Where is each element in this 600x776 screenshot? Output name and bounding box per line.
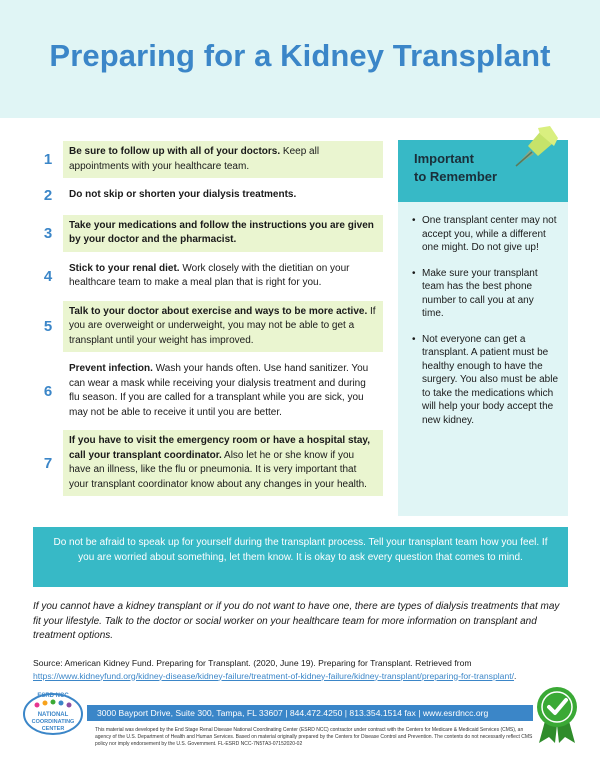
step-rest: Keep all appointments with your healthcare team. <box>69 146 320 172</box>
step-number: 4 <box>43 267 53 285</box>
step-item <box>33 141 383 178</box>
step-text <box>63 430 383 496</box>
sidebar-item: • One transplant center may not accept you, while a different one might. Do not give up! <box>412 214 558 255</box>
checkmark-seal-icon <box>533 685 581 745</box>
step-item <box>33 430 383 496</box>
step-text <box>63 215 383 252</box>
source-end: . <box>514 670 517 681</box>
dialysis-note: If you cannot have a kidney transplant or if you do not want to have one, there are types of dialysis treatments that may fit your lifestyle. Talk to the doctor or social worker on your healthcare team for more information on transplant and treatment options. <box>33 601 560 641</box>
page-title: Preparing for a Kidney Transplant <box>49 38 551 73</box>
step-rest: Also let he or she know if you have an illness, like the flu or pneumonia. It is very important that your transplant coordinator know about any changes in your health. <box>69 449 367 490</box>
step-item <box>33 184 383 207</box>
sidebar-item: • Make sure your transplant team has the best phone number to call you at any time. <box>412 267 558 321</box>
step-rest: Wash your hands often. Use hand sanitizer. You can wear a mask while receiving your dialysis treatment and during flu season. If you are called for a transplant while you are sick, you may not be able to receive it until you are better. <box>69 363 369 418</box>
source-text: Source: American Kidney Fund. Preparing for Transplant. (2020, June 19). Preparing for Transplant. Retrieved from <box>33 658 472 668</box>
step-rest: If you are overweight or underweight, you may not be able to get a transplant until your weight has improved. <box>69 305 376 346</box>
sidebar-item: • Not everyone can get a transplant. A patient must be healthy enough to have the surgery. You also must be able to take the medications which will help your body accept the new kidney. <box>412 333 558 428</box>
disclaimer-text: This material was developed by the End Stage Renal Disease National Coordinating Center (ESRD NCC) contractor under contract with the Centers for Medicare & Medicaid Services (CMS), an agency of the U.S. Department of Health and Human Services. Based on material originally prepared by the Centers for Disease Control and Prevention. The contents do not necessarily reflect CMS policy nor imply endorsement by the U.S. Government. FL-ESRD NCC-7N5TA3-07152020-02 <box>95 727 533 747</box>
step-item <box>33 358 383 424</box>
steps-list <box>33 141 383 502</box>
logo-text-2: COORDINATING <box>31 719 75 725</box>
step-bold: If you have to visit the emergency room or have a hospital stay, call your transplant coordinator. <box>69 435 371 461</box>
important-sidebar <box>398 140 568 516</box>
esrd-ncc-logo <box>22 688 84 738</box>
step-bold: Stick to your renal diet. <box>69 262 180 274</box>
step-number: 3 <box>43 224 53 242</box>
source-link[interactable]: https://www.kidneyfund.org/kidney-disease/kidney-failure/treatment-of-kidney-failure/kidney-transplant/preparing-for-transplant/ <box>33 670 515 681</box>
step-bold: Prevent infection. <box>69 363 153 374</box>
step-text <box>63 358 383 424</box>
step-bold: Be sure to follow up with all of your doctors. <box>69 146 281 157</box>
step-text <box>63 258 383 295</box>
step-bold: Take your medications and follow the instructions you are given by your doctor and the pharmacist. <box>69 219 374 245</box>
step-number: 5 <box>43 317 53 335</box>
step-bold: Talk to your doctor about exercise and ways to be more active. <box>69 305 368 317</box>
step-item <box>33 258 383 295</box>
step-text <box>63 141 383 178</box>
logo-text-top: ESRD NCC <box>37 693 69 699</box>
sidebar-heading-line2: to Remember <box>414 169 498 184</box>
step-number: 7 <box>43 454 53 472</box>
logo-text-1: NATIONAL <box>37 712 69 718</box>
step-number: 1 <box>43 151 53 168</box>
sidebar-list <box>398 202 568 427</box>
step-number: 6 <box>43 382 53 400</box>
step-text <box>63 184 383 207</box>
step-text <box>63 301 383 353</box>
source-citation <box>33 657 568 682</box>
step-rest: Work closely with the dietitian on your healthcare team to make a meal plan that is right for you. <box>69 262 350 288</box>
step-number: 2 <box>43 186 53 204</box>
speak-up-banner: Do not be afraid to speak up for yourself during the transplant process. Tell your transplant team how you feel. If you are worried about something, let them know. It is okay to ask every question that comes to mind. <box>33 527 568 587</box>
sidebar-heading-line1: Important <box>414 151 474 166</box>
step-bold: Do not skip or shorten your dialysis treatments. <box>69 189 297 200</box>
step-item <box>33 301 383 353</box>
pushpin-icon <box>510 124 560 168</box>
contact-bar: 3000 Bayport Drive, Suite 300, Tampa, FL 33607 | 844.472.4250 | 813.354.1514 fax | www.esrdncc.org <box>87 705 533 721</box>
step-item <box>33 215 383 252</box>
logo-text-3: CENTER <box>41 726 65 732</box>
